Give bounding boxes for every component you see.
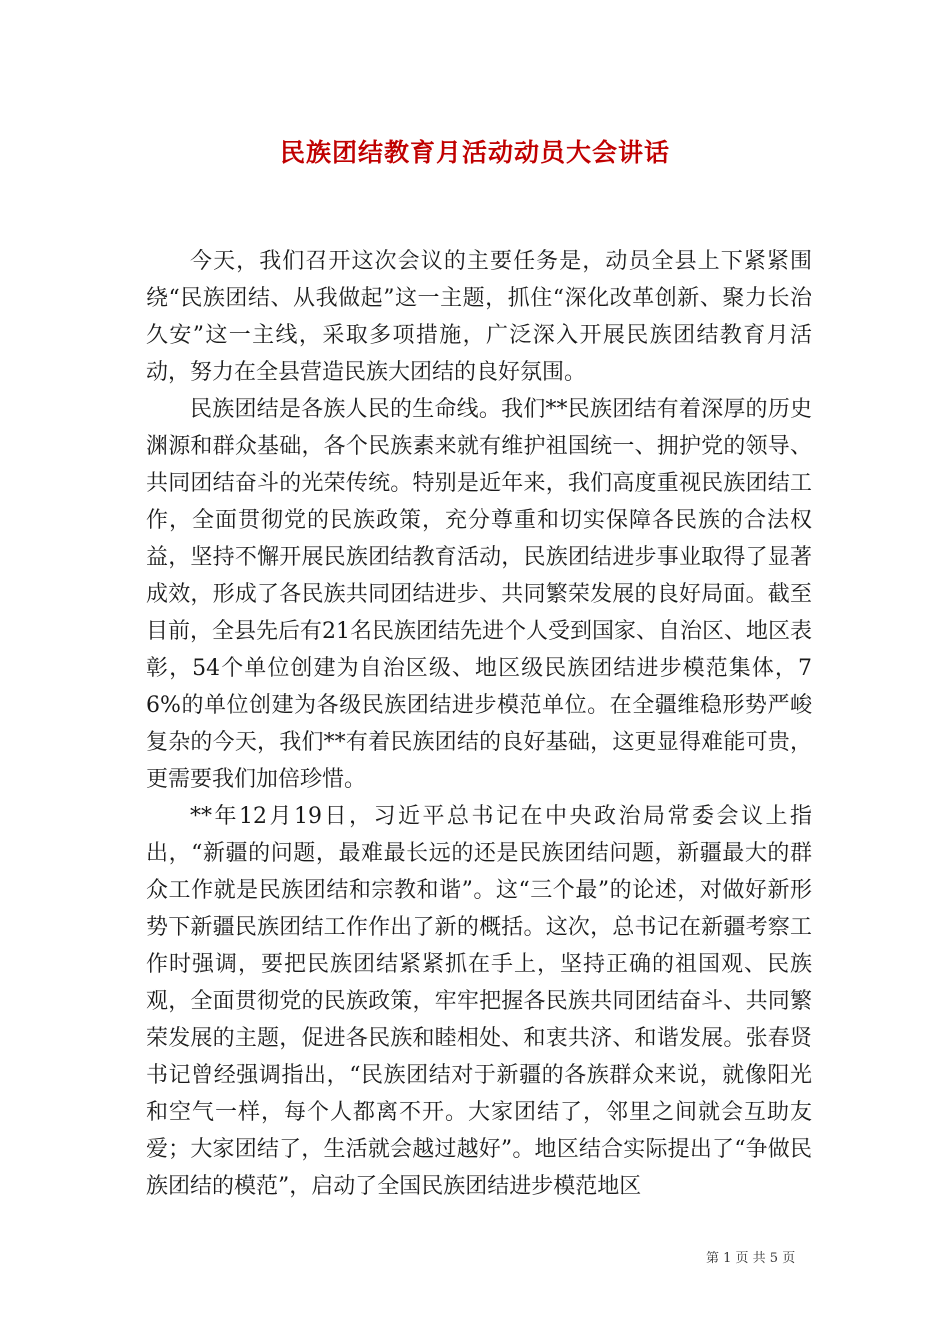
page-number-footer: 第 1 页 共 5 页 <box>706 1251 796 1266</box>
paragraph-1: 今天，我们召开这次会议的主要任务是，动员全县上下紧紧围绕“民族团结、从我做起”这一主题，抓住“深化改革创新、聚力长治久安”这一主线，采取多项措施，广泛深入开展民族团结教育月活动，努力在全县营造民族大团结的良好氛围。 <box>146 249 812 385</box>
document-title: 民族团结教育月活动动员大会讲话 <box>279 138 670 167</box>
paragraph-2: 民族团结是各族人民的生命线。我们**民族团结有着深厚的历史渊源和群众基础，各个民族素来就有维护祖国统一、拥护党的领导、共同团结奋斗的光荣传统。特别是近年来，我们高度重视民族团结工作，全面贯彻党的民族政策，充分尊重和切实保障各民族的合法权益，坚持不懈开展民族团结教育活动，民族团结进步事业取得了显著成效，形成了各民族共同团结进步、共同繁荣发展的良好局面。截至目前，全县先后有21名民族团结先进个人受到国家、自治区、地区表彰，54个单位创建为自治区级、地区级民族团结进步模范集体，76%的单位创建为各级民族团结进步模范单位。在全疆维稳形势严峻复杂的今天，我们**有着民族团结的良好基础，这更显得难能可贵，更需要我们加倍珍惜。 <box>146 397 812 792</box>
document-body <box>146 243 812 1205</box>
paragraph-3: **年12月19日，习近平总书记在中央政治局常委会议上指出，“新疆的问题，最难最长远的还是民族团结问题，新疆最大的群众工作就是民族团结和宗教和谐”。这“三个最”的论述，对做好新形势下新疆民族团结工作作出了新的概括。这次，总书记在新疆考察工作时强调，要把民族团结紧紧抓在手上，坚持正确的祖国观、民族观，全面贯彻党的民族政策，牢牢把握各民族共同团结奋斗、共同繁荣发展的主题，促进各民族和睦相处、和衷共济、和谐发展。张春贤书记曾经强调指出，“民族团结对于新疆的各族群众来说，就像阳光和空气一样，每个人都离不开。大家团结了，邻里之间就会互助友爱；大家团结了，生活就会越过越好”。地区结合实际提出了“争做民族团结的模范”，启动了全国民族团结进步模范地区 <box>146 804 812 1199</box>
